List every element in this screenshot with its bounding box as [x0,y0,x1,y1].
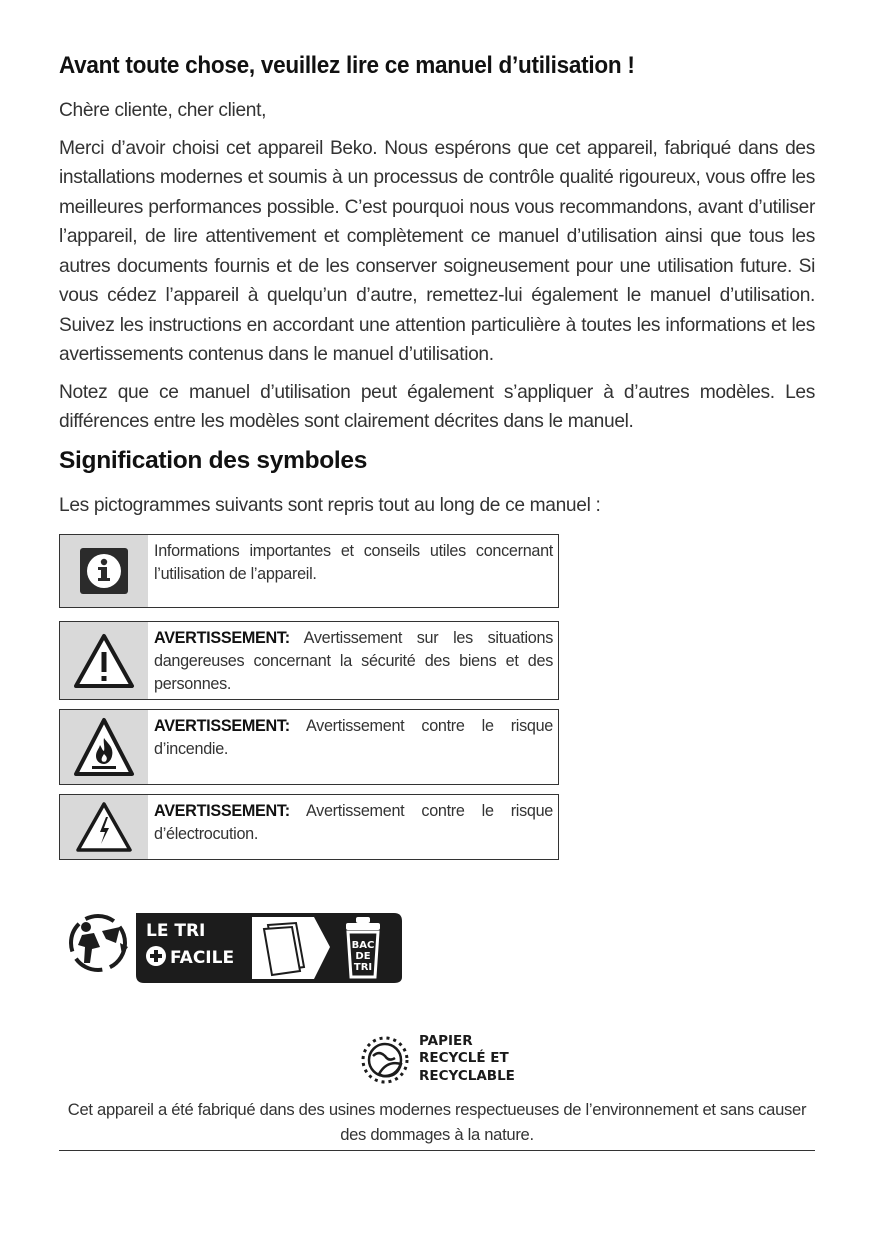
symbol-row-warning [59,621,559,700]
tri-line2: FACILE [170,948,235,968]
greeting: Chère cliente, cher client, [59,100,267,121]
paper-line3: RECYCLABLE [419,1067,515,1084]
symbol-info-text: Informations importantes et conseils utiles concernant l’utilisation de l’appareil. [154,542,553,583]
recycled-paper-icon [357,1030,413,1088]
models-paragraph: Notez que ce manuel d’utilisation peut également s’appliquer à d’autres modèles. Les différences entre les modèles sont clairement décrites dans le manuel. [59,381,815,432]
manual-page [59,52,815,873]
bin-line2: DE [355,951,371,962]
fire-warning-icon [60,710,148,784]
symbols-heading: Signification des symboles [59,446,368,474]
le-tri-facile-logo [64,903,406,990]
symbol-warning-text: Avertissement sur les situations dangereuses concernant la sécurité des biens et des personnes. [154,629,553,693]
bin-line1: BAC [351,940,375,951]
tri-line1: LE TRI [146,921,206,941]
symbol-electric-bold: AVERTISSEMENT: [154,802,290,820]
warning-triangle-icon [60,622,148,699]
symbols-table [59,534,559,860]
symbol-fire-text: Avertissement contre le risque d’incendie. [154,717,553,758]
intro-paragraph: Merci d’avoir choisi cet appareil Beko. Nous espérons que cet appareil, fabriqué dans des installations modernes et soumis à un processus de contrôle qualité rigoureux, vous offre les meilleures performances possible. C’est pourquoi nous vous recommandons, avant d’utiliser l’appareil, de lire attentivement et complètement ce manuel d’utilisation ainsi que tous les autres documents fournis et de les conserver soigneusement pour une utilisation future. Si vous cédez l’appareil à quelqu’un d’autre, remettez-lui également le manuel d’utilisation. Suivez les instructions en accordant une attention particulière à toutes les informations et les avertissements contenus dans le manuel d’utilisation. [59,137,815,365]
symbol-row-fire [59,709,559,785]
page-title: Avant toute chose, veuillez lire ce manuel d’utilisation ! [59,52,635,79]
symbol-row-electric [59,794,559,860]
paper-line1: PAPIER [419,1032,473,1049]
recycled-paper-logo [357,1030,515,1088]
symbols-intro: Les pictogrammes suivants sont repris tout au long de ce manuel : [59,494,601,516]
info-icon [60,535,148,607]
symbol-fire-bold: AVERTISSEMENT: [154,717,290,735]
environment-note: Cet appareil a été fabriqué dans des usines modernes respectueuses de l’environnement et sans causer des dommages à la nature. [67,1100,807,1144]
electric-shock-icon [60,795,148,859]
symbol-warning-bold: AVERTISSEMENT: [154,629,290,647]
symbol-row-info [59,534,559,608]
triman-icon [71,916,128,970]
footer-divider [59,1150,815,1151]
paper-line2: RECYCLÉ ET [419,1050,509,1067]
symbol-electric-text: Avertissement contre le risque d’électrocution. [154,802,553,843]
bin-line3: TRI [353,962,373,973]
